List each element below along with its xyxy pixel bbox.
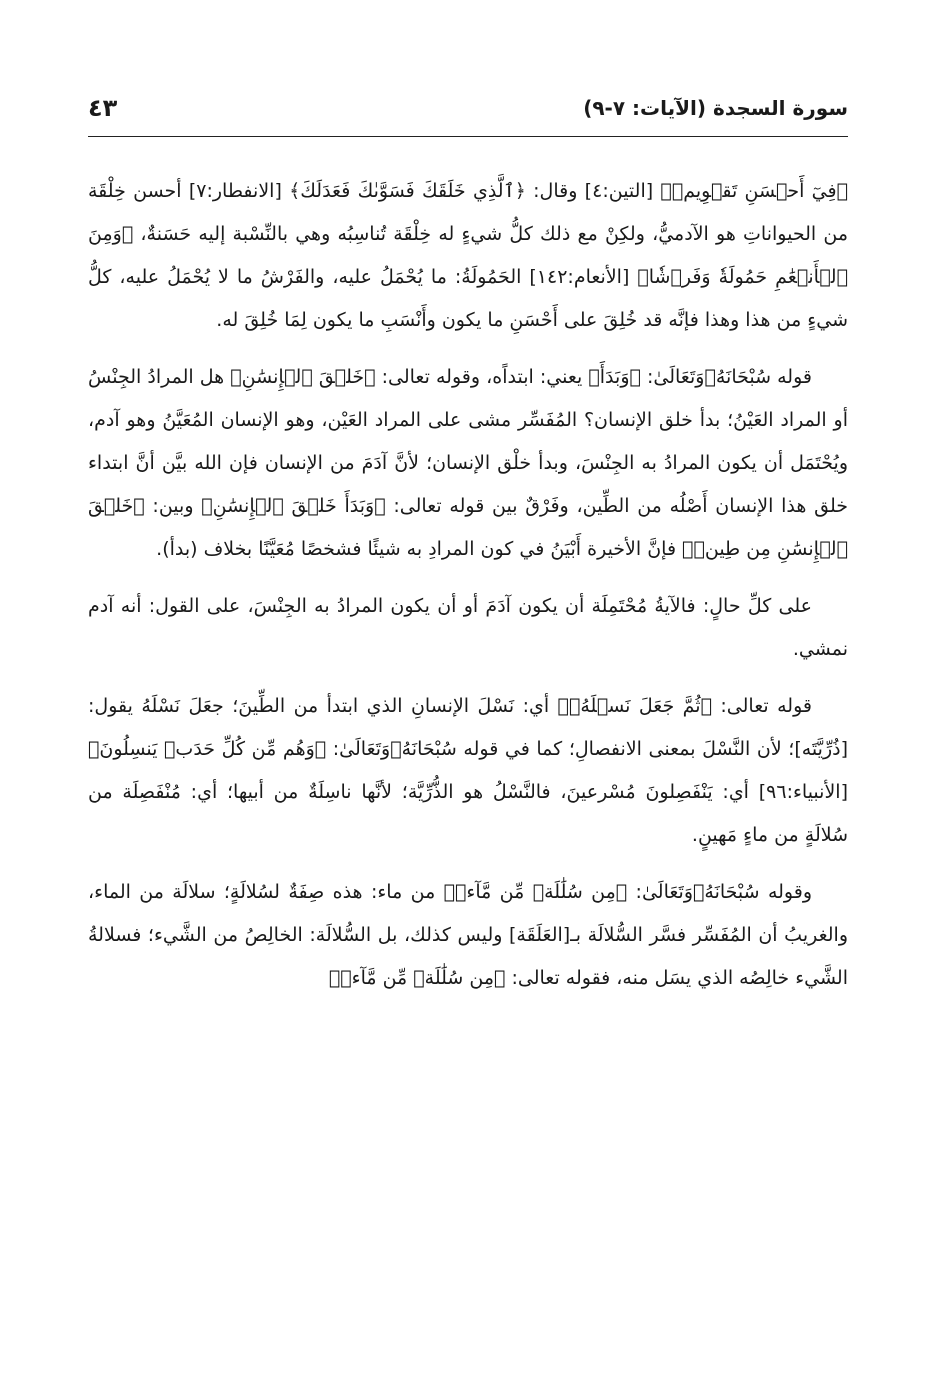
paragraph-1: ﴿فِيٓ أَحۡسَنِ تَقۡوِيمٖ﴾ [التين:٤] وقال: ﴿ٱلَّذِي خَلَقَكَ فَسَوَّىٰكَ فَعَدَلَكَ﴾ [الانفطار:٧] أحسن خِلْقَة من الحيواناتِ هو الآدميُّ، ولكِنْ مع ذلك كلُّ شيءٍ له خِلْقَة تُناسِبُه وهي بالنِّسْبة إليه حَسَنةٌ، ﴿وَمِنَ ٱلۡأَنۡعَٰمِ حَمُولَةٗ وَفَرۡشٗا﴾ [الأنعام:١٤٢] الحَمُولَةُ: ما يُحْمَلُ عليه، والفَرْشُ ما لا يُحْمَلُ عليه، كلُّ شيءٍ من هذا وهذا فإنَّه قد خُلِقَ على أَحْسَنِ ما يكون وأَنْسَبِ ما يكون لِمَا خُلِقَ له. (88, 180, 849, 331)
page-number: ٤٣ (88, 94, 118, 122)
paragraph-5: وقوله سُبْحَانَهُۥوَتَعَالَىٰ: ﴿مِن سُلَٰلَةٖ مِّن مَّآءٖ﴾ من ماء: هذه صِفَةٌ لسُلالَةٍ؛ سلالَة من الماء، والغريبُ أن المُفَسِّر فسَّر السُّلالَة بـ[العَلَقَة] وليس كذلك، بل السُّلالَة: الخالِصُ من الشَّيء؛ فسلالةُ الشَّيء خالِصُه الذي يسَل منه، فقوله تعالى: ﴿مِن سُلَٰلَةٖ مِّن مَّآءٖ﴾ (88, 881, 848, 989)
paragraph-2: قوله سُبْحَانَهُۥوَتَعَالَىٰ: ﴿وَبَدَأَ﴾ يعني: ابتداًه، وقوله تعالى: ﴿خَلۡقَ ٱلۡإِنسَٰنِ﴾ هل المرادُ الجِنْسُ أو المراد العَيْنُ؛ بدأ خلق الإنسان؟ المُفَسِّر مشى على المراد العَيْن، وهو الإنسان المُعَيَّنُ وهو آدم، ويُحْتَمَل أن يكون المرادُ به الجِنْسَ، وبدأ خلْق الإنسان؛ لأنَّ آدَمَ من الإنسان فإن الله بيَّن أنَّ ابتداء خلق هذا الإنسان أَصْلُه من الطِّين، وفَرْقٌ بين قوله تعالى: ﴿وَبَدَأَ خَلۡقَ ٱلۡإِنسَٰنِ﴾ وبين: ﴿خَلۡقَ ٱلۡإِنسَٰنِ مِن طِينٖ﴾ فإنَّ الأخيرة أَبْيَنُ في كون المرادِ به شيئًا فشخصًا مُعَيَّنًا بخلاف (بدأ). (88, 366, 848, 560)
paragraph-4: قوله تعالى: ﴿ثُمَّ جَعَلَ نَسۡلَهُۥ﴾ أي: نَسْلَ الإنسانِ الذي ابتدأ من الطِّينَ؛ جعَلَ نَسْلَهُ يقول: [ذُرِّيَّتَه]؛ لأن النَّسْلَ بمعنى الانفصالِ؛ كما في قوله سُبْحَانَهُۥوَتَعَالَىٰ: ﴿وَهُم مِّن كُلِّ حَدَبٖ يَنسِلُونَ﴾ [الأنبياء:٩٦] أي: يَنْفَصِلونَ مُسْرعينَ، فالنَّسْلُ هو الذُّرِّيَّة؛ لأنَّها ناسِلَةٌ من أبيها؛ أي: مُنْفَصِلَة من سُلالَةٍ من ماءٍ مَهينٍ. (88, 695, 848, 846)
surah-title: سورة السجدة (الآيات: ٧-٩) (583, 96, 848, 120)
header-divider (88, 136, 848, 137)
page-body (88, 170, 848, 1000)
running-header (88, 96, 848, 130)
paragraph-3: على كلِّ حالٍ: فالآيةُ مُحْتَمِلَة أن يكون آدَمَ أو أن يكون المرادُ به الجِنْسَ، على القول: أنه آدم نمشي. (88, 595, 848, 660)
